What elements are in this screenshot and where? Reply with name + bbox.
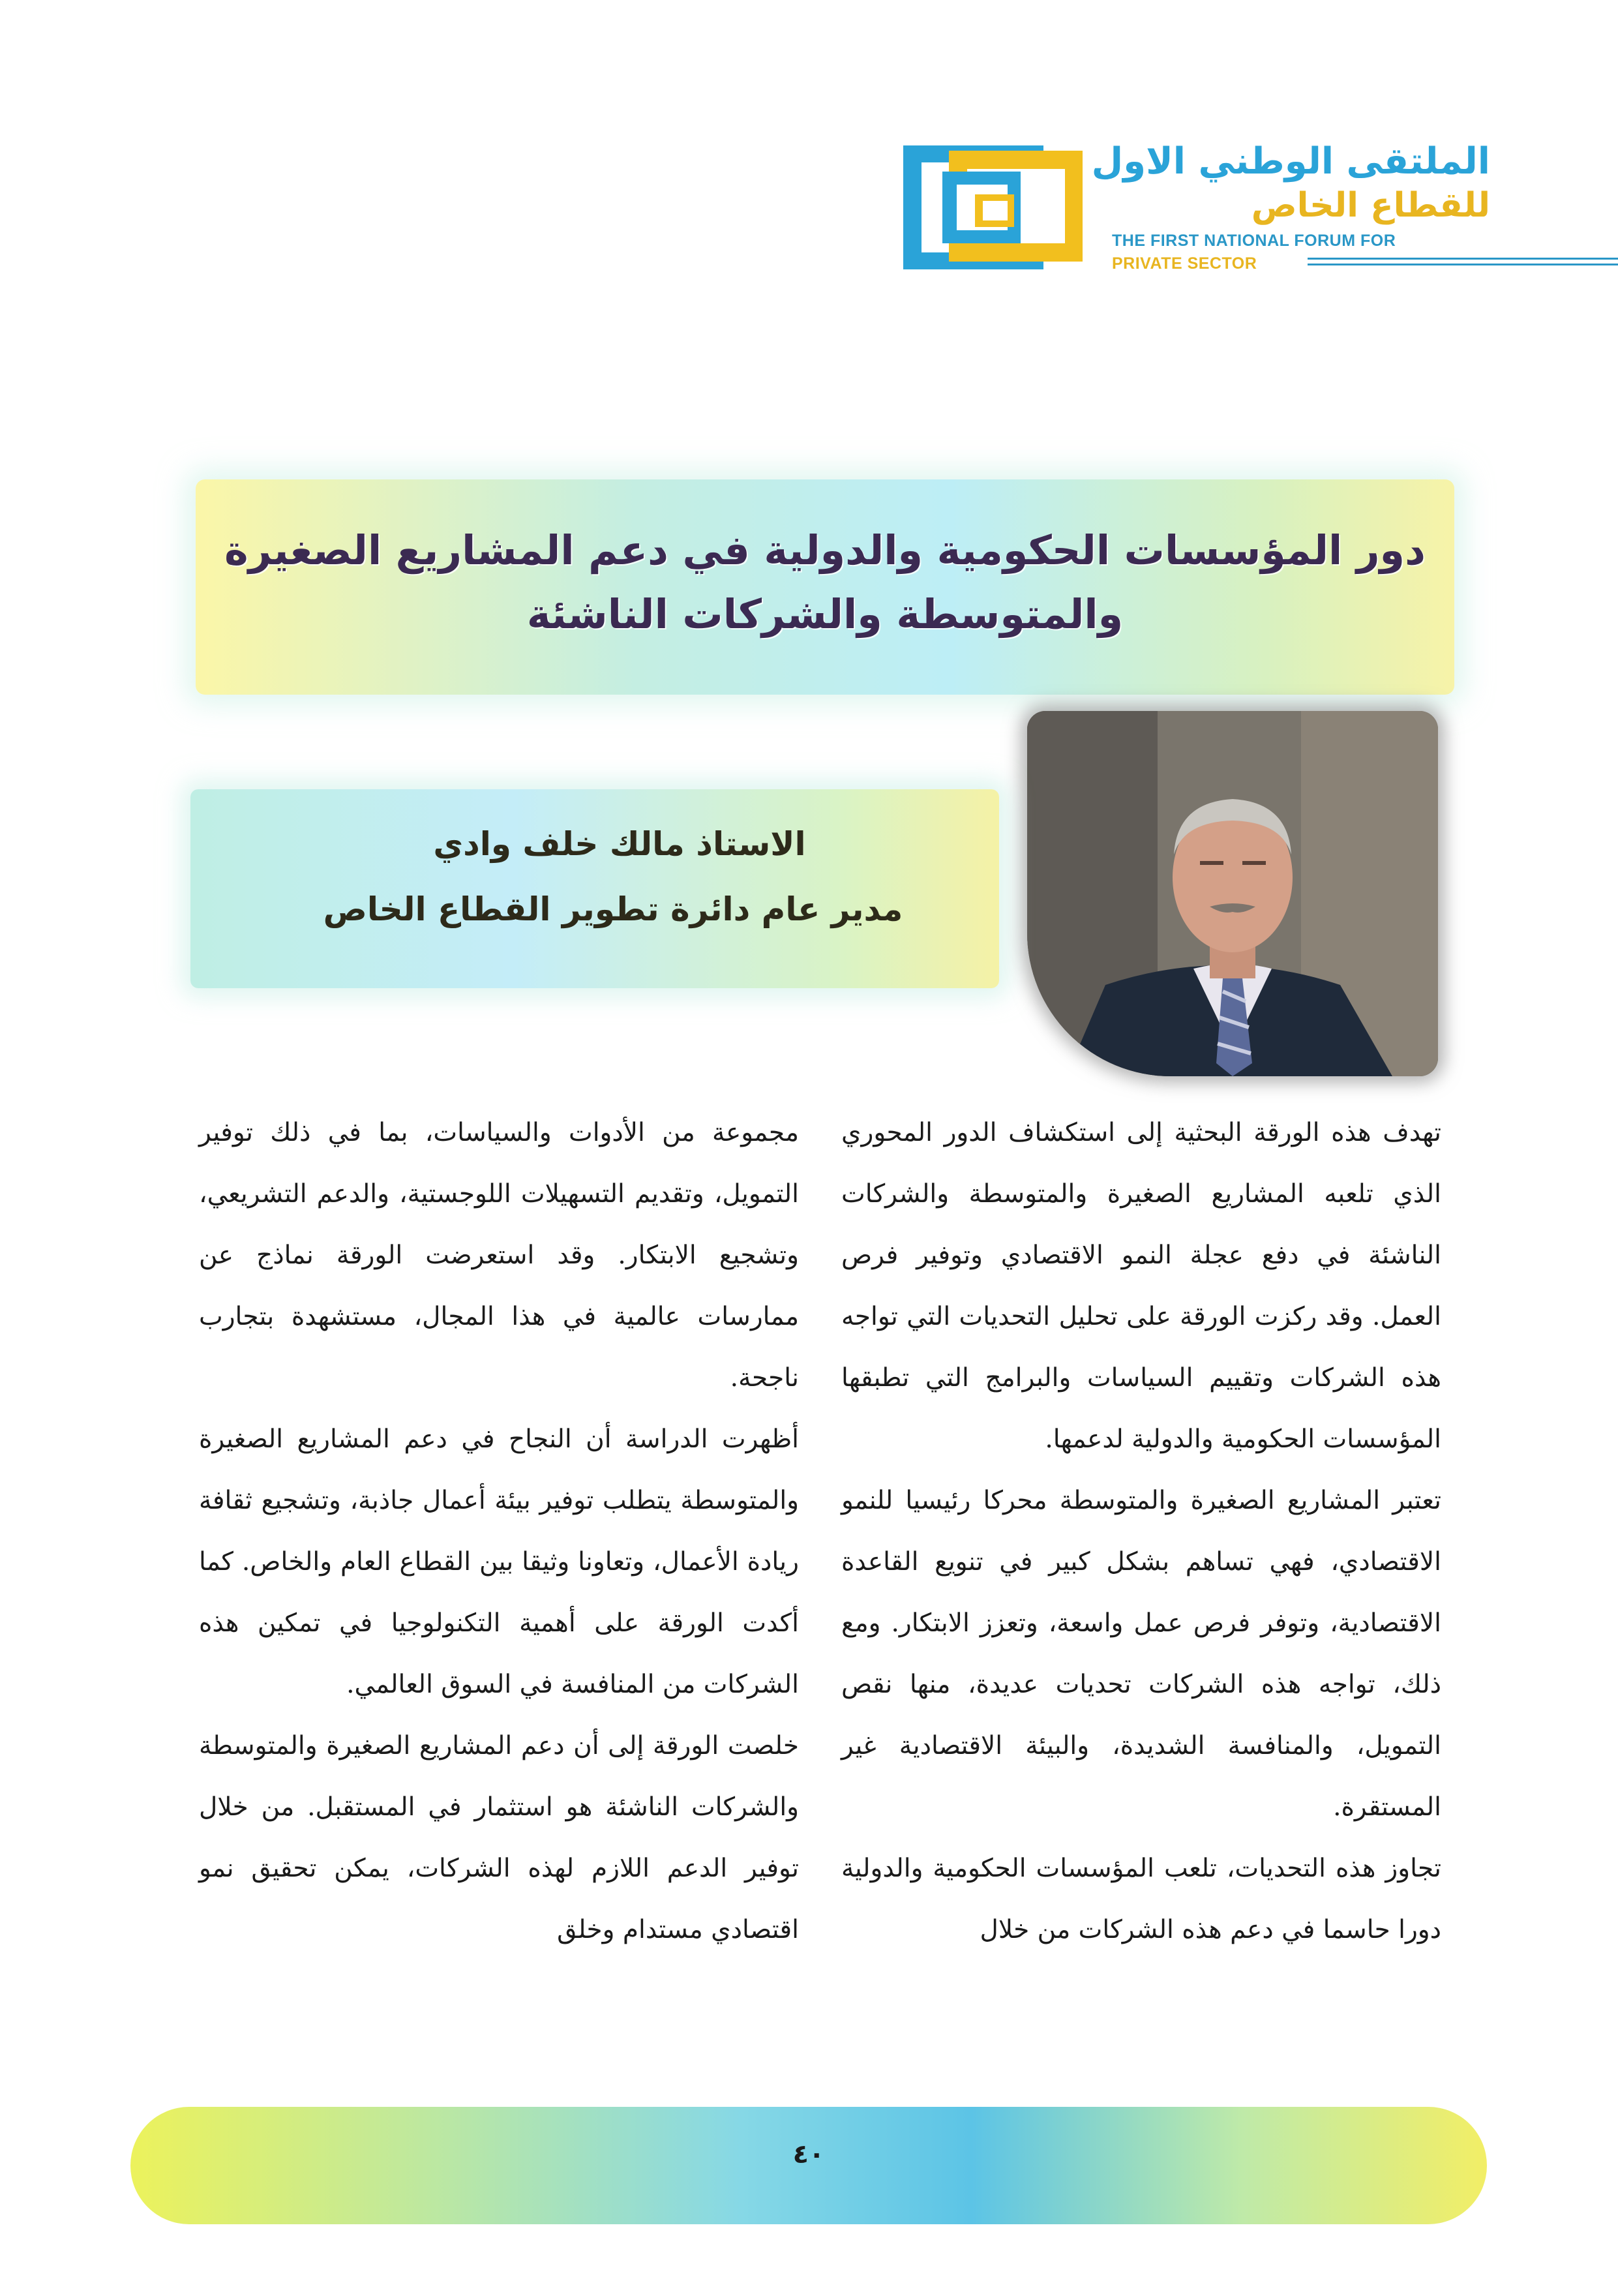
- body-column-left: [199, 1102, 799, 1961]
- paragraph: تهدف هذه الورقة البحثية إلى استكشاف الدور المحوري الذي تلعبه المشاريع الصغيرة والمتوسطة والشركات الناشئة في دفع عجلة النمو الاقتصادي وتوفير فرص العمل. وقد ركزت الورقة على تحليل التحديات التي تواجه هذه الشركات وتقييم السياسات والبرامج التي تطبقها المؤسسات الحكومية والدولية لدعمها.: [841, 1118, 1441, 1454]
- forum-logo: [903, 140, 1490, 271]
- paragraph: تعتبر المشاريع الصغيرة والمتوسطة محركا رئيسيا للنمو الاقتصادي، فهي تساهم بشكل كبير في تنويع القاعدة الاقتصادية، وتوفر فرص عمل واسعة، وتعزز الابتكار. ومع ذلك، تواجه هذه الشركات تحديات عديدة، منها نقص التمويل، والمنافسة الشديدة، والبيئة الاقتصادية غير المستقرة.: [841, 1486, 1441, 1822]
- author-portrait-illustration: [1027, 711, 1438, 1076]
- paragraph: أظهرت الدراسة أن النجاح في دعم المشاريع الصغيرة والمتوسطة يتطلب توفير بيئة أعمال جاذبة، وتشجيع ثقافة ريادة الأعمال، وتعاونا وثيقا بين القطاع العام والخاص. كما أكدت الورقة على أهمية التكنولوجيا في تمكين هذه الشركات من المنافسة في السوق العالمي.: [199, 1425, 799, 1699]
- page-number: ٤٠: [792, 2139, 825, 2169]
- paragraph: مجموعة من الأدوات والسياسات، بما في ذلك توفير التمويل، وتقديم التسهيلات اللوجستية، والدعم التشريعي، وتشجيع الابتكار. وقد استعرضت الورقة نماذج عن ممارسات عالمية في هذا المجال، مستشهدة بتجارب ناجحة.: [199, 1118, 799, 1393]
- author-name: الاستاذ مالك خلف وادي: [433, 825, 806, 863]
- logo-english-line-1: THE FIRST NATIONAL FORUM FOR: [1112, 232, 1396, 250]
- author-role: مدير عام دائرة تطوير القطاع الخاص: [323, 890, 903, 928]
- forum-logo-mark-icon: [903, 145, 1086, 269]
- logo-arabic-line-1: الملتقى الوطني الاول: [1091, 140, 1490, 183]
- article-title: دور المؤسسات الحكومية والدولية في دعم المشاريع الصغيرة والمتوسطة والشركات الناشئة: [224, 526, 1426, 638]
- body-column-right: [841, 1102, 1441, 1961]
- paragraph: تجاوز هذه التحديات، تلعب المؤسسات الحكومية والدولية دورا حاسما في دعم هذه الشركات من خلال: [841, 1854, 1441, 1944]
- logo-english-line-2: PRIVATE SECTOR: [1112, 254, 1257, 273]
- paragraph: خلصت الورقة إلى أن دعم المشاريع الصغيرة والمتوسطة والشركات الناشئة هو استثمار في المستقبل. من خلال توفير الدعم اللازم لهذه الشركات، يمكن تحقيق نمو اقتصادي مستدام وخلق: [199, 1731, 799, 1944]
- author-banner: [190, 789, 999, 988]
- author-portrait: [1027, 711, 1438, 1076]
- logo-rule-lines: [1308, 258, 1618, 268]
- logo-arabic-line-2: للقطاع الخاص: [1251, 186, 1490, 225]
